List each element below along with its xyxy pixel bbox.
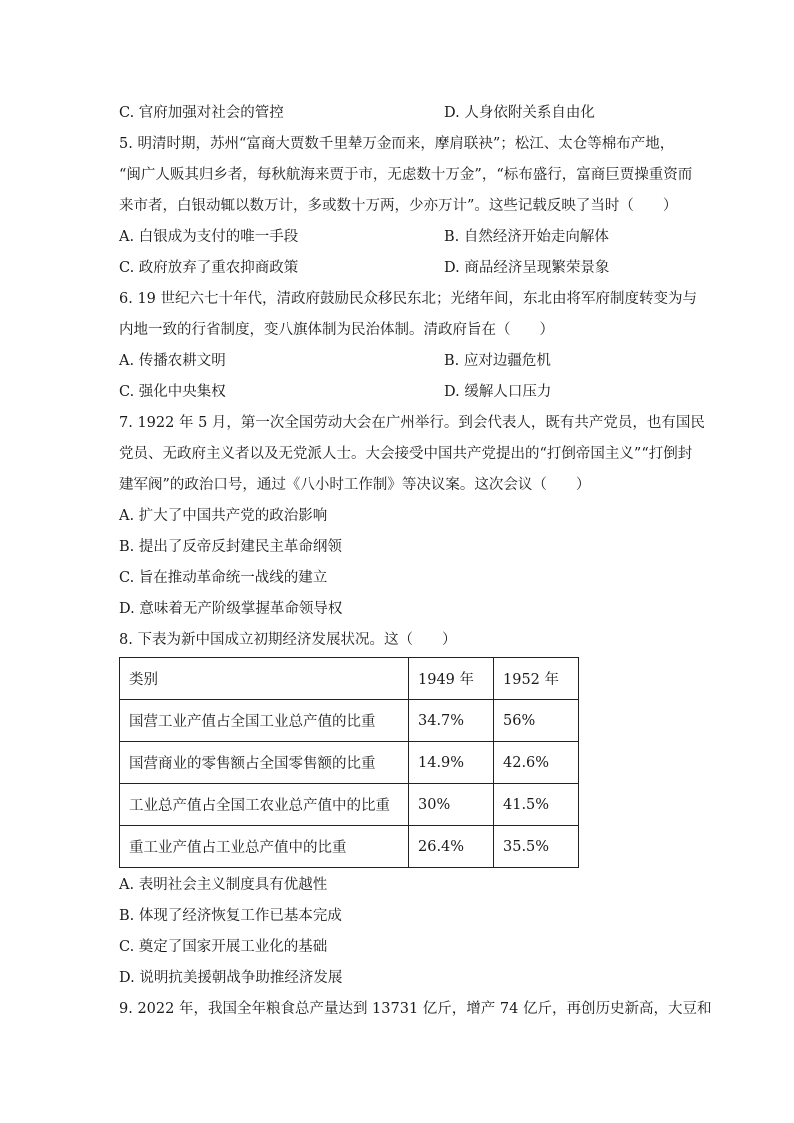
table-row [120,742,579,784]
q7-option-b[interactable]: B. 提出了反帝反封建民主革命纲领 [119,539,342,555]
table-row [120,826,579,868]
table-cell: 30% [409,784,494,826]
table-header-cell: 1949 年 [409,658,494,700]
economy-table [119,657,579,868]
prev-option-c[interactable]: C. 官府加强对社会的管控 [119,105,284,121]
table-cell: 国营工业产值占全国工业总产值的比重 [120,700,409,742]
q6-stem-line-1: 6. 19 世纪六七十年代，清政府鼓励民众移民东北；光绪年间，东北由将军府制度转变为与 [119,291,697,307]
q5-option-d[interactable]: D. 商品经济呈现繁荣景象 [444,260,610,276]
table-cell: 重工业产值占工业总产值中的比重 [120,826,409,868]
table-cell: 工业总产值占全国工农业总产值中的比重 [120,784,409,826]
q6-option-c[interactable]: C. 强化中央集权 [119,384,226,400]
table-header-cell: 类别 [120,658,409,700]
q7-option-c[interactable]: C. 旨在推动革命统一战线的建立 [119,570,328,586]
q8-option-d[interactable]: D. 说明抗美援朝战争助推经济发展 [119,970,343,986]
table-row [120,700,579,742]
q6-option-a[interactable]: A. 传播农耕文明 [119,353,226,369]
prev-option-d[interactable]: D. 人身依附关系自由化 [444,105,595,121]
q7-stem-line-1: 7. 1922 年 5 月，第一次全国劳动大会在广州举行。到会代表人，既有共产党员，也有国民 [119,415,705,431]
q6-stem-line-2: 内地一致的行省制度，变八旗体制为民治体制。清政府旨在（ ） [119,322,554,338]
q8-stem: 8. 下表为新中国成立初期经济发展状况。这（ ） [119,632,457,648]
q7-stem-line-2: 党员、无政府主义者以及无党派人士。大会接受中国共产党提出的“打倒帝国主义”“打倒封 [119,446,693,462]
table-cell: 26.4% [409,826,494,868]
table-cell: 35.5% [494,826,579,868]
q6-option-b[interactable]: B. 应对边疆危机 [444,353,551,369]
q9-stem-line-1: 9. 2022 年，我国全年粮食总产量达到 13731 亿斤，增产 74 亿斤，再创历史新高，大豆和 [119,1001,712,1017]
table-header-row [120,658,579,700]
q7-stem-line-3: 建军阀”的政治口号，通过《八小时工作制》等决议案。这次会议（ ） [119,477,591,493]
q5-stem-line-3: 来市者，白银动辄以数万计，多或数十万两，少亦万计”。这些记载反映了当时（ ） [119,198,678,214]
q8-option-c[interactable]: C. 奠定了国家开展工业化的基础 [119,939,328,955]
table-cell: 14.9% [409,742,494,784]
q7-option-a[interactable]: A. 扩大了中国共产党的政治影响 [119,508,328,524]
table-cell: 42.6% [494,742,579,784]
q5-stem-line-1: 5. 明清时期，苏州“富商大贾数千里辇万金而来，摩肩联袂”；松江、太仓等棉布产地， [119,136,675,152]
q7-option-d[interactable]: D. 意味着无产阶级掌握革命领导权 [119,601,343,617]
table-row [120,784,579,826]
q5-option-b[interactable]: B. 自然经济开始走向解体 [444,229,609,245]
table-cell: 56% [494,700,579,742]
table-cell: 国营商业的零售额占全国零售额的比重 [120,742,409,784]
q5-option-a[interactable]: A. 白银成为支付的唯一手段 [119,229,299,245]
table-cell: 41.5% [494,784,579,826]
table-header-cell: 1952 年 [494,658,579,700]
q8-option-a[interactable]: A. 表明社会主义制度具有优越性 [119,877,328,893]
q5-option-c[interactable]: C. 政府放弃了重农抑商政策 [119,260,299,276]
table-cell: 34.7% [409,700,494,742]
q5-stem-line-2: “闽广人贩其归乡者，每秋航海来贾于市，无虑数十万金”，“标布盛行，富商巨贾操重资而 [119,167,693,183]
q8-option-b[interactable]: B. 体现了经济恢复工作已基本完成 [119,908,342,924]
q6-option-d[interactable]: D. 缓解人口压力 [444,384,552,400]
